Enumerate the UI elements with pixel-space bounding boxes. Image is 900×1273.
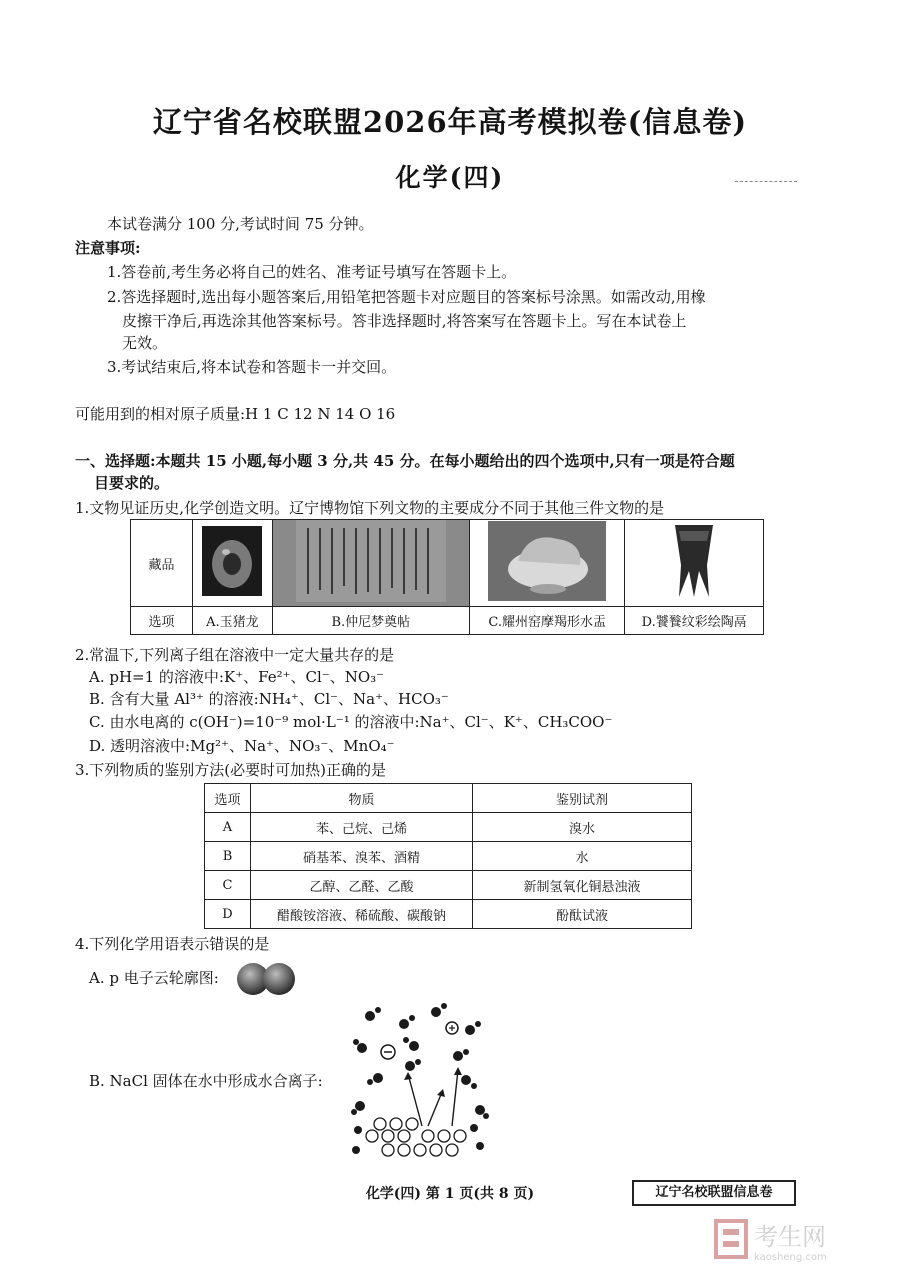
question-1-stem: 1.文物见证历史,化学创造文明。辽宁博物馆下列文物的主要成分不同于其他三件文物的是: [75, 499, 665, 517]
question-3-stem: 3.下列物质的鉴别方法(必要时可加热)正确的是: [75, 761, 387, 779]
notes-heading: 注意事项:: [75, 239, 141, 257]
water-pot-image: [488, 521, 606, 601]
q3-header-option: 选项: [205, 784, 251, 813]
hydrated-ions-diagram: [348, 1000, 492, 1166]
option-b: B.仲尼梦奠帖: [272, 607, 469, 635]
artifact-zhongni-calligraphy: [272, 520, 469, 607]
question-2-option-c: C. 由水电离的 c(OH⁻)=10⁻⁹ mol·L⁻¹ 的溶液中:Na⁺、Cl⁻、K⁺、CH₃COO⁻: [89, 713, 613, 731]
q3-cell: D: [205, 900, 251, 929]
artifact-jade-pig-dragon: [193, 520, 273, 607]
row-header-items: 藏品: [131, 520, 193, 607]
note-3: 3.考试结束后,将本试卷和答题卡一并交回。: [107, 358, 397, 376]
question-2-stem: 2.常温下,下列离子组在溶液中一定大量共存的是: [75, 646, 395, 664]
option-c: C.耀州窑摩羯形水盂: [469, 607, 624, 635]
score-time-text: 本试卷满分 100 分,考试时间 75 分钟。: [107, 215, 374, 233]
q3-cell: B: [205, 842, 251, 871]
q3-cell: 水: [473, 842, 692, 871]
question-3-table: [204, 783, 692, 929]
table-row: [205, 871, 692, 900]
q3-cell: 苯、己烷、己烯: [251, 813, 473, 842]
jade-dragon-image: [202, 526, 262, 596]
pottery-li-image: [669, 521, 719, 601]
subject-title: 化学(四): [395, 163, 505, 192]
q3-cell: 酚酞试液: [473, 900, 692, 929]
note-1: 1.答卷前,考生务必将自己的姓名、准考证号填写在答题卡上。: [107, 263, 517, 281]
artifact-painted-pottery-li: [625, 520, 764, 607]
note-2-line-3: 无效。: [122, 334, 168, 352]
table-row: [205, 813, 692, 842]
q3-cell: 醋酸铵溶液、稀硫酸、碳酸钠: [251, 900, 473, 929]
question-1-table: [130, 519, 764, 635]
atomic-mass-line: 可能用到的相对原子质量:H 1 C 12 N 14 O 16: [75, 405, 396, 423]
q3-cell: 乙醇、乙醛、乙酸: [251, 871, 473, 900]
watermark-en-text: kaosheng.com: [754, 1252, 827, 1263]
calligraphy-image: [296, 520, 446, 602]
question-2-option-b: B. 含有大量 Al³⁺ 的溶液:NH₄⁺、Cl⁻、Na⁺、HCO₃⁻: [89, 690, 449, 708]
section-1-heading-line-1: 一、选择题:本题共 15 小题,每小题 3 分,共 45 分。在每小题给出的四个选项中,只有一项是符合题: [75, 452, 735, 470]
page-footer: 化学(四) 第 1 页(共 8 页): [365, 1186, 535, 1202]
q3-header-reagent: 鉴别试剂: [473, 784, 692, 813]
league-stamp: 辽宁名校联盟信息卷: [632, 1180, 796, 1206]
p-orbital-icon: [236, 960, 296, 998]
q3-cell: 硝基苯、溴苯、酒精: [251, 842, 473, 871]
kaosheng-watermark-logo: [714, 1215, 884, 1263]
q3-cell: C: [205, 871, 251, 900]
q3-cell: 新制氢氧化铜悬浊液: [473, 871, 692, 900]
option-a: A.玉猪龙: [193, 607, 273, 635]
q3-cell: 溴水: [473, 813, 692, 842]
q3-cell: A: [205, 813, 251, 842]
section-1-heading-line-2: 目要求的。: [94, 474, 170, 492]
question-2-option-d: D. 透明溶液中:Mg²⁺、Na⁺、NO₃⁻、MnO₄⁻: [89, 737, 395, 755]
option-d: D.饕餮纹彩绘陶鬲: [625, 607, 764, 635]
question-4-option-a: A. p 电子云轮廓图:: [89, 969, 219, 987]
exam-title: 辽宁省名校联盟2026年高考模拟卷(信息卷): [152, 105, 748, 139]
header-dash: [735, 181, 797, 182]
row-header-options: 选项: [131, 607, 193, 635]
table-row: [205, 900, 692, 929]
table-row: [205, 842, 692, 871]
q3-header-substance: 物质: [251, 784, 473, 813]
note-2-line-2: 皮擦干净后,再选涂其他答案标号。答非选择题时,将答案写在答题卡上。写在本试卷上: [122, 312, 687, 330]
artifact-yaozhou-water-pot: [469, 520, 624, 607]
question-4-stem: 4.下列化学用语表示错误的是: [75, 935, 270, 953]
watermark-cn-text: 考生网: [754, 1223, 826, 1251]
question-2-option-a: A. pH=1 的溶液中:K⁺、Fe²⁺、Cl⁻、NO₃⁻: [89, 668, 385, 686]
note-2-line-1: 2.答选择题时,选出每小题答案后,用铅笔把答题卡对应题目的答案标号涂黑。如需改动,用橡: [107, 288, 706, 306]
question-4-option-b: B. NaCl 固体在水中形成水合离子:: [89, 1072, 323, 1090]
